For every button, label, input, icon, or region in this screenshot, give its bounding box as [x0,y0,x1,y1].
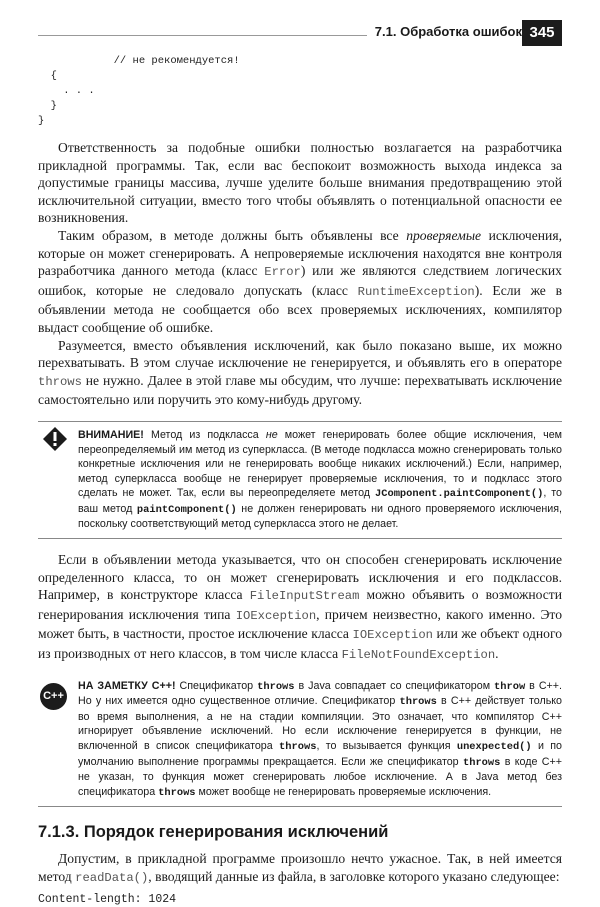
inline-code: FileInputStream [249,589,360,604]
paragraph-subclass-exceptions [38,551,562,665]
text-run: может вообще не генерировать проверяемые исключения. [195,785,492,798]
code-line: . . . [38,85,95,97]
text-run: не нужно. Далее в этой главе мы обсудим, что лучше: перехватывать исключение самостоятельно или поручить это кому-нибудь другому. [38,372,562,408]
text-run: в Java совпадает со спецификатором [294,679,495,692]
text-run: в C++ действует только во время выполнения, а не на стадии компиляции. Это означает, что компилятор C++ игнорирует объявление исключений. Но если исключение генерируется в функции, не включенной в список спецификатора [78,695,563,752]
inline-code: RuntimeException [357,284,475,299]
code-listing-bottom: Content-length: 1024 [38,892,177,906]
text-run: не должен генерировать ни одного проверяемого исключения, поскольку соответствующий метод суперкласса этого не делает. [78,502,563,531]
inline-code: readData() [75,870,149,885]
note-label: ВНИМАНИЕ! [78,428,144,441]
text-run: Разумеется, вместо объявления исключений, как было показано выше, их можно перехватывать. В этом случае исключение не генерируется, и объявлять его в операторе [38,337,562,371]
text-run: Таким образом, в методе должны быть объявлены все [58,227,407,243]
text-run: и по умолчанию выполнение программы прекращается. Если же спецификатор [78,740,562,768]
paragraph-something-terrible [38,850,562,887]
text-run: в коде C++ не указан, то функция может сгенерировать любое исключение. А в Java метод без спецификатора [78,755,562,798]
inline-code: FileNotFoundException [341,648,496,663]
inline-code: IOException [352,628,433,643]
text-run: может генерировать более общие исключения, чем переопределяемый им метод из суперкласса. (В методе подкласса можно сгенерировать только конкретные исключения или не генерировать вообще никаких исключений.) Если, например, метод суперкласса вообще не генерирует проверяемые исключения, то и подкласс этого сделать не может. Так, если вы переопределяете метод [78,428,562,500]
italic-term: не [265,428,278,441]
text-run: ) или же являются следствием логических ошибок, которые не следовало допускать (класс [38,263,562,298]
text-run: , то вызывается функция [316,740,457,752]
inline-code: JComponent.paintComponent() [374,488,544,501]
warning-icon [42,426,68,452]
inline-code: IOException [235,608,317,623]
inline-code: throws [158,786,196,799]
text-run: или же объект одного из производных от него классов, в том числе класса [38,626,562,662]
text-run: ). Если же в объявлении метода не сообщается обо всех проверяемых исключениях, компилятор выдаст сообщение об ошибке. [38,282,563,335]
page-number: 345 [522,20,562,46]
paragraph-declare-checked [38,227,562,337]
text-run: в C++. Но у них имеется одно существенное отличие. Спецификатор [78,679,562,708]
code-line: // не рекомендуется! [38,55,240,67]
warning-note [38,421,562,539]
text-run: , вводящий данные из файла, в заголовке которого указано следующее: [148,868,560,884]
text-run: Метод из подкласса [143,428,266,441]
section-heading: 7.1.3. Порядок генерирования исключений [38,823,389,842]
inline-code: throws [399,696,437,709]
text-run: . [495,646,499,662]
text-run: , причем неизвестно, какого именно. Это может быть, в частности, простое исключение класса [38,606,562,642]
inline-code: throws [257,680,295,693]
text-run: Спецификатор [175,679,258,692]
text-run: можно объявить о возможности генерирования исключения типа [38,587,562,622]
inline-code: paintComponent() [136,503,237,516]
inline-code: Error [264,265,301,280]
inline-code: throws [279,741,317,753]
paragraph-catch-instead [38,337,562,409]
note-label: НА ЗАМЕТКУ C++! [78,679,176,692]
text-run: , то ваш метод [78,487,562,515]
text-run: исключения, которые он может сгенерировать. А непроверяемые исключения находятся вне контроля разработчика данного метода (класс [38,227,562,279]
italic-term: проверяемые [406,227,482,243]
text-run: Если в объявлении метода указывается, что он способен сгенерировать исключение определенного класса, то он может сгенерировать исключения и его подклассов. Например, в конструкторе класса [38,552,562,603]
code-listing-top [38,54,562,129]
inline-code: throw [494,680,526,693]
paragraph-responsibility: Ответственность за подобные ошибки полностью возлагается на разработчика прикладной программы. Так, если вас беспокоит возможность выхода индекса за допустимые границы массива, лучше уделите больше внимания предотвращению этой исключительной ситуации, вместо того чтобы объявлять о потенциальной опасности ее возникновения. [38,140,562,226]
section-title: 7.1. Обработка ошибок [367,24,522,39]
text-run: Допустим, в прикладной программе произошло нечто ужасное. Так, в ней имеется метод [38,851,562,884]
code-line: } [38,100,57,112]
running-header [0,18,600,52]
inline-code: throws [38,374,82,389]
inline-code: throws [462,756,501,769]
code-line: } [38,115,45,127]
inline-code: unexpected() [456,741,532,753]
page-content [38,52,562,907]
cpp-note [38,675,562,808]
cpp-icon: C++ [40,683,67,710]
code-line: { [38,70,57,82]
